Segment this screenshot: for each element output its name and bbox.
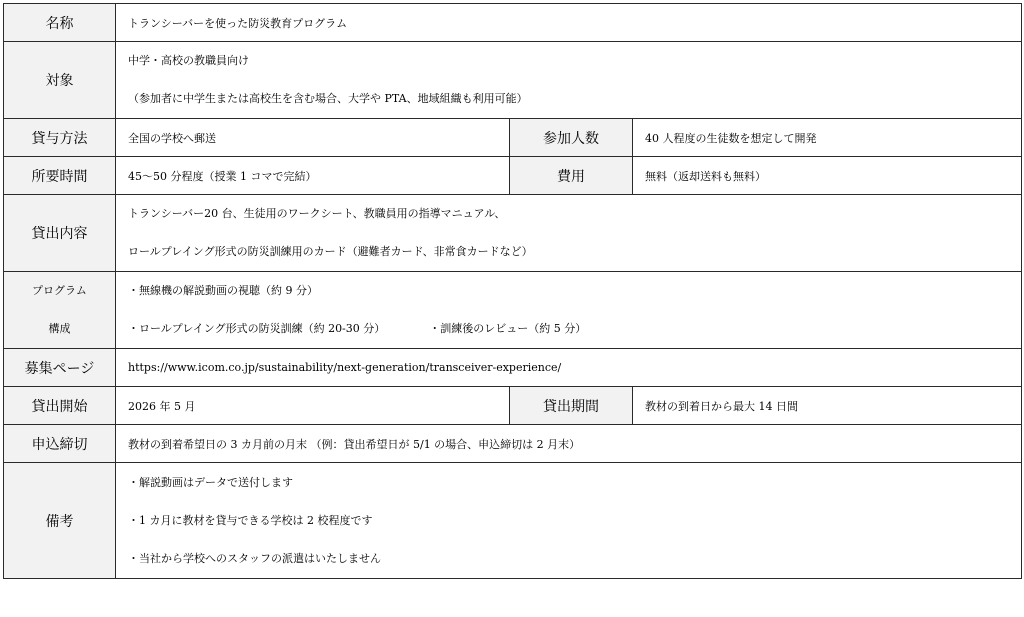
cost-label: 費用 [510,157,633,195]
target-label: 対象 [4,42,116,119]
row-deadline [4,425,1022,463]
row-recruit [4,349,1022,387]
contents-value [116,195,1022,272]
cost-value: 無料（返却送料も無料） [633,157,1022,195]
contents-line-1: トランシーバー20 台、生徒用のワークシート、教職員用の指導マニュアル、 [128,207,506,220]
target-line-2: （参加者に中学生または高校生を含む場合、大学や PTA、地域組織も利用可能） [128,92,528,105]
contents-label: 貸出内容 [4,195,116,272]
duration-value: 45～50 分程度（授業 1 コマで完結） [116,157,510,195]
notes-label: 備考 [4,463,116,579]
period-label: 貸出期間 [510,387,633,425]
row-target [4,42,1022,119]
program-item-3: ・訓練後のレビュー（約 5 分） [429,322,587,335]
program-items-2-3 [128,310,1021,348]
deadline-value: 教材の到着希望日の 3 カ月前の月末 （例：貸出希望日が 5/1 の場合、申込締切は 2 月末） [116,425,1022,463]
deadline-label: 申込締切 [4,425,116,463]
duration-label: 所要時間 [4,157,116,195]
target-value [116,42,1022,119]
target-line-1: 中学・高校の教職員向け [128,54,249,67]
program-label-line-2: 構成 [48,322,71,335]
lending-method-label: 貸与方法 [4,119,116,157]
start-value: 2026 年 5 月 [116,387,510,425]
notes-item-2: ・1 カ月に教材を貸与できる学校は 2 校程度です [128,513,373,527]
period-value: 教材の到着日から最大 14 日間 [633,387,1022,425]
program-info-table [3,3,1022,579]
row-lending [4,119,1022,157]
row-program [4,272,1022,349]
row-start [4,387,1022,425]
row-name [4,4,1022,42]
program-item-2: ・ロールプレイング形式の防災訓練（約 20-30 分） [128,322,386,335]
notes-value [116,463,1022,579]
contents-line-2: ロールプレイング形式の防災訓練用のカード（避難者カード、非常食カードなど） [128,245,533,258]
recruit-page-label: 募集ページ [4,349,116,387]
program-label [4,272,116,349]
recruit-page-url: https://www.icom.co.jp/sustainability/next-generation/transceiver-experience/ [116,349,1022,387]
notes-item-3: ・当社から学校へのスタッフの派遣はいたしません [128,551,381,565]
program-label-line-1: プログラム [32,284,87,297]
notes-item-1: ・解説動画はデータで送付します [128,475,293,489]
program-item-1: ・無線機の解説動画の視聴（約 9 分） [128,284,318,297]
name-label: 名称 [4,4,116,42]
name-value: トランシーバーを使った防災教育プログラム [116,4,1022,42]
program-value [116,272,1022,349]
start-label: 貸出開始 [4,387,116,425]
participants-label: 参加人数 [510,119,633,157]
row-notes [4,463,1022,579]
row-duration [4,157,1022,195]
lending-method-value: 全国の学校へ郵送 [116,119,510,157]
participants-value: 40 人程度の生徒数を想定して開発 [633,119,1022,157]
row-contents [4,195,1022,272]
